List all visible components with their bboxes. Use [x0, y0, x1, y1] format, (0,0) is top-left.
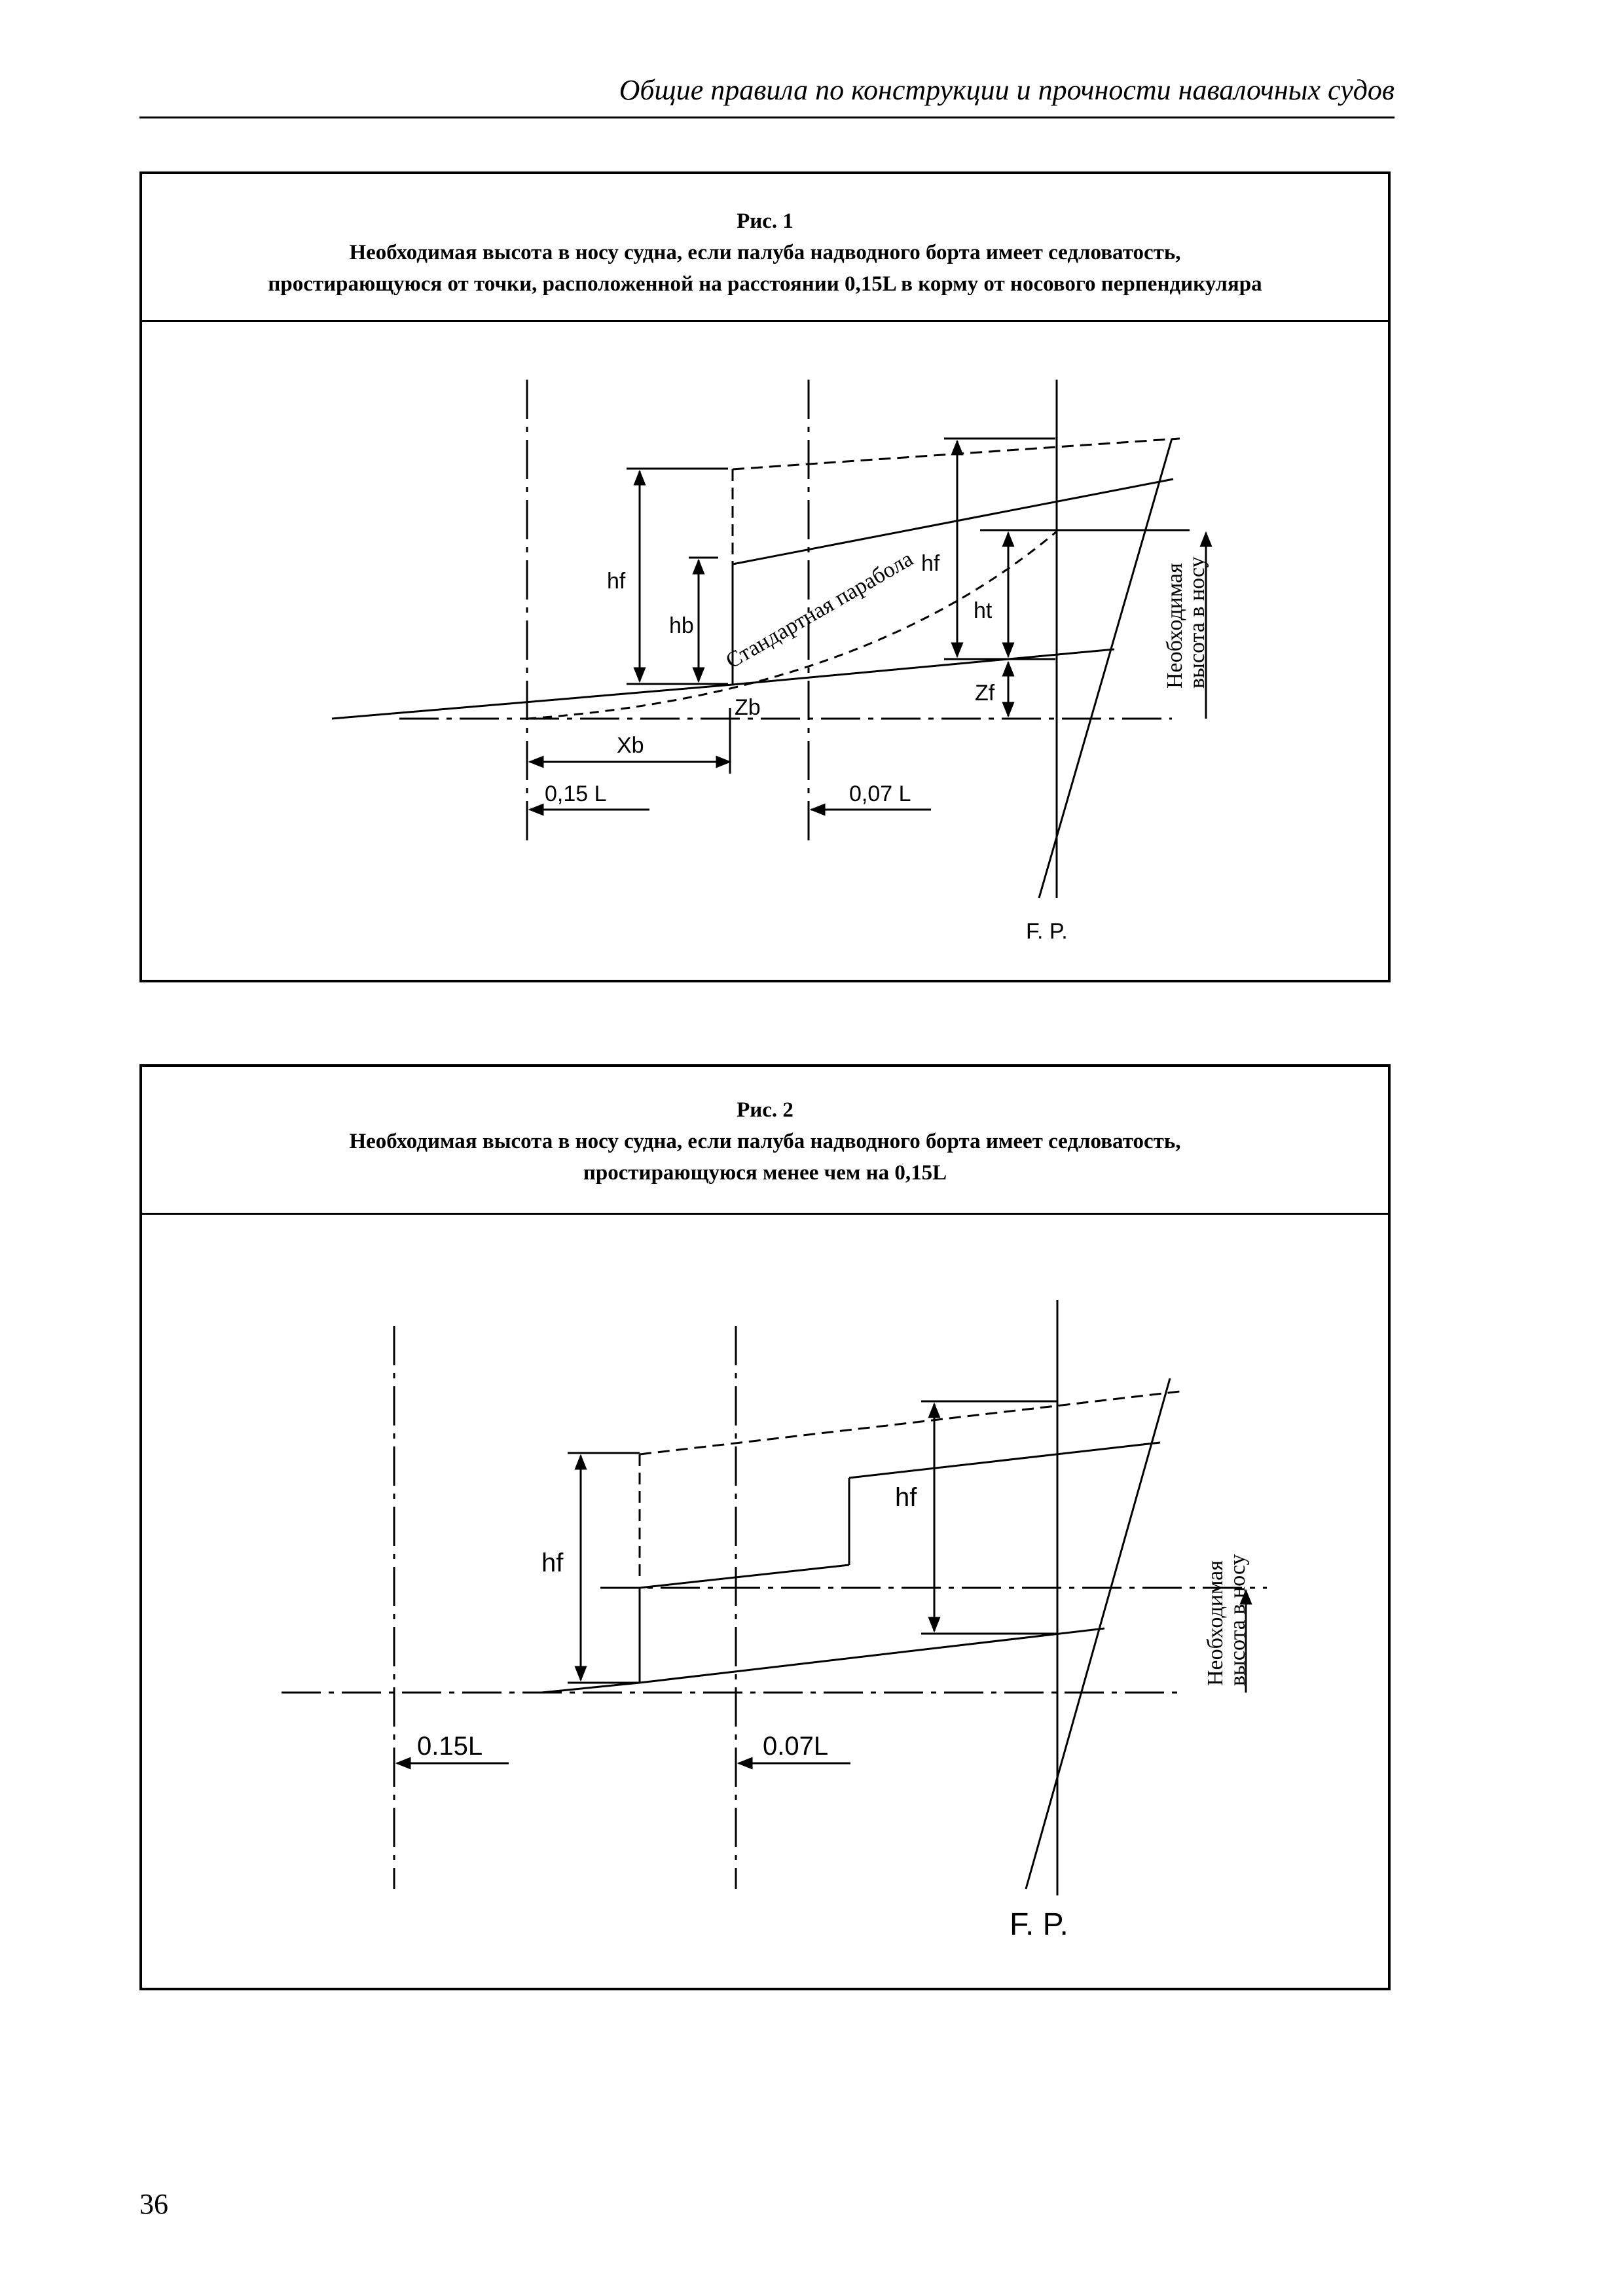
- figure-2-drawing: [142, 1215, 1388, 1988]
- fig1-label-xb: Xb: [617, 733, 644, 758]
- fig1-label-hb: hb: [669, 613, 694, 638]
- fig2-label-fp: F. P.: [1010, 1907, 1068, 1942]
- figure-2-caption-line-2: простирающуюся менее чем на 0,15L: [583, 1161, 947, 1185]
- fig1-stem-line: [1039, 439, 1172, 898]
- header-rule: [139, 117, 1395, 118]
- fig2-dashed-sheer: [640, 1391, 1180, 1454]
- figure-1-caption-line-2: простирающуюся от точки, расположенной на расстоянии 0,15L в корму от носового перпендикуляра: [268, 272, 1262, 296]
- fig1-label-parabola: Стандартная парабола: [721, 547, 917, 673]
- fig1-label-007: 0,07 L: [849, 781, 911, 806]
- fig2-label-required-1: Необходимая: [1203, 1560, 1228, 1686]
- page-number: 36: [139, 2188, 168, 2220]
- fig2-mid-sheer: [640, 1565, 849, 1588]
- fig2-low-sheer-b: [640, 1628, 1104, 1683]
- fig1-label-required-1: Необходимая: [1163, 563, 1187, 689]
- figure-2-caption: [142, 1067, 1388, 1215]
- fig2-label-required-2: высота в носу: [1226, 1554, 1250, 1686]
- fig2-label-007: 0.07L: [763, 1732, 829, 1761]
- fig1-upper-sheer: [733, 479, 1173, 564]
- fig2-label-hf-left: hf: [541, 1549, 564, 1577]
- figure-1-frame: [139, 171, 1391, 982]
- fig2-upper-sheer: [849, 1443, 1160, 1478]
- fig1-label-ht: ht: [974, 598, 993, 623]
- fig1-label-required-2: высота в носу: [1185, 556, 1209, 689]
- fig1-label-fp: F. P.: [1026, 919, 1068, 944]
- figure-2-caption-line-1: Необходимая высота в носу судна, если палуба надводного борта имеет седловатость,: [349, 1130, 1181, 1153]
- figure-1-caption-line-1: Необходимая высота в носу судна, если палуба надводного борта имеет седловатость,: [349, 241, 1181, 264]
- running-header-title: Общие правила по конструкции и прочности навалочных судов: [619, 74, 1395, 106]
- fig1-label-hf-right: hf: [921, 551, 940, 576]
- fig1-low-sheer-a: [332, 685, 733, 719]
- fig2-label-015: 0.15L: [417, 1732, 483, 1761]
- fig1-label-zf: Zf: [975, 681, 995, 706]
- figure-1-number: Рис. 1: [737, 209, 793, 233]
- fig2-label-hf-right: hf: [895, 1483, 917, 1512]
- figure-1-drawing: [142, 322, 1388, 980]
- fig1-label-015: 0,15 L: [545, 781, 607, 806]
- fig1-label-zb: Zb: [735, 695, 761, 720]
- figure-2-frame: [139, 1064, 1391, 1990]
- figure-1-caption: [142, 174, 1388, 322]
- figure-2-number: Рис. 2: [737, 1098, 793, 1122]
- fig1-label-hf-left: hf: [607, 569, 626, 594]
- fig2-low-sheer: [541, 1683, 640, 1693]
